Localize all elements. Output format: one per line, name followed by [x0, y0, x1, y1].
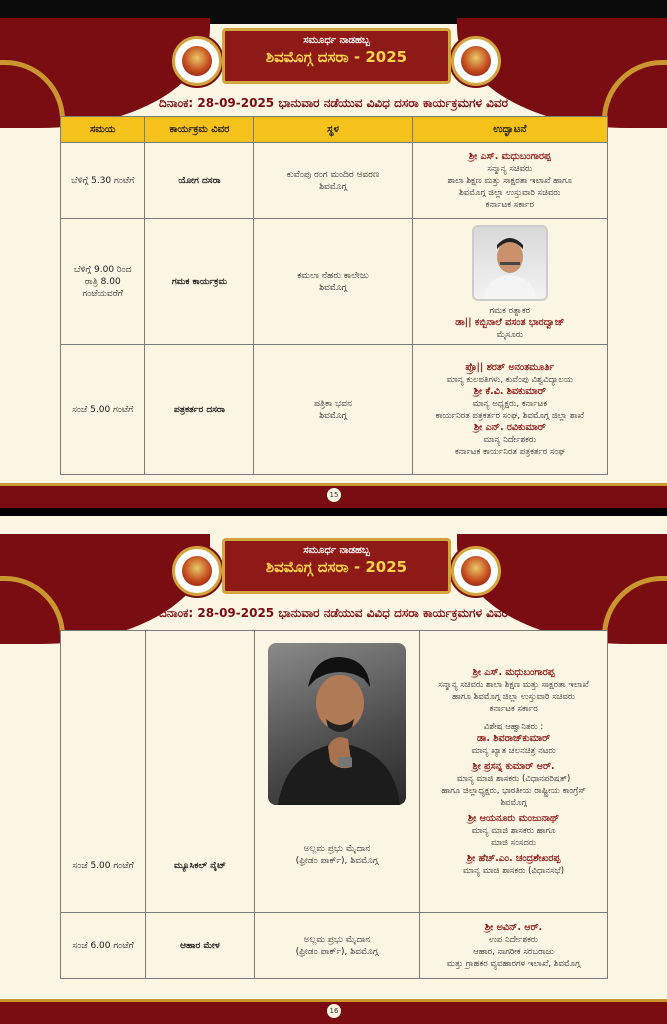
- venue-line: ಶಿವಮೊಗ್ಗ: [319, 410, 348, 421]
- time-line: ಬೆಳಿಗ್ಗೆ 9.00 ರಿಂದ: [74, 264, 132, 275]
- dasara-logo-icon: [451, 36, 501, 86]
- table-row: [61, 143, 608, 219]
- venue-line: (ಫ್ರೀಡಂ ಪಾರ್ಕ್), ಶಿವಮೊಗ್ಗ: [295, 856, 379, 866]
- date-heading: ದಿನಾಂಕ: 28-09-2025 ಭಾನುವಾರ ನಡೆಯುವ ವಿವಿಧ ದಸರಾ ಕಾರ್ಯಕ್ರಮಗಳ ವಿವರ: [159, 96, 508, 110]
- time-cell: ಸಂಜೆ 5.00 ಗಂಟೆಗೆ: [61, 631, 146, 913]
- time-cell: ಸಂಜೆ 6.00 ಗಂಟೆಗೆ: [61, 913, 146, 979]
- col-venue: ಸ್ಥಳ: [254, 117, 412, 143]
- program-cell: ಪತ್ರಕರ್ತರ ದಸರಾ: [145, 345, 254, 475]
- venue-cell: [254, 345, 412, 475]
- guest-name: ಶ್ರೀ ಆಯನೂರು ಮಂಜುನಾಥ್: [467, 812, 560, 824]
- title-banner: [222, 538, 451, 594]
- inauguration-cell: [412, 143, 607, 219]
- guest-name: ಶ್ರೀ ಎಸ್. ಮಧುಬಂಗಾರಪ್ಪ: [468, 150, 551, 162]
- page-number: 15: [327, 488, 341, 502]
- time-cell: [61, 219, 145, 345]
- person-silhouette-icon: [268, 643, 406, 805]
- inauguration-cell: [420, 913, 608, 979]
- program-cell: ಆಹಾರ ಮೇಳ: [146, 913, 255, 979]
- guest-name: ಶ್ರೀ ಎನ್. ರವಿಕುಮಾರ್: [473, 421, 546, 433]
- banner-subtitle: ಸಮೂರ್ಧ ನಾಡಹಬ್ಬ: [303, 35, 370, 46]
- table-row: [61, 345, 608, 475]
- guest-name: ಶ್ರೀ ಹೆಚ್.ಎಂ. ಚಂದ್ರಶೇಖರಪ್ಪ: [466, 852, 561, 864]
- time-line: ರಾತ್ರಿ 8.00: [84, 276, 121, 287]
- guest-name: ಡಾ. ಶಿವರಾಜ್‌ಕುಮಾರ್: [476, 732, 551, 744]
- guest-desc: ಮಾನ್ಯ ಅಧ್ಯಕ್ಷರು, ಕರ್ನಾಟಕ: [472, 398, 548, 409]
- time-cell: ಬೆಳಿಗ್ಗೆ 5.30 ಗಂಟೆಗೆ: [61, 143, 145, 219]
- venue-cell: [254, 631, 419, 913]
- dasara-logo-icon: [451, 546, 501, 596]
- page-15: [0, 0, 667, 508]
- inauguration-cell: [420, 631, 608, 913]
- guest-desc: ಶಿವಮೊಗ್ಗ ಜಿಲ್ಲಾ ಉಸ್ತುವಾರಿ ಸಚಿವರು: [459, 187, 561, 198]
- dasara-logo-icon: [172, 546, 222, 596]
- banner-title: ಶಿವಮೊಗ್ಗ ದಸರಾ - 2025: [265, 48, 408, 66]
- guest-portrait-photo: [268, 643, 406, 805]
- time-line: ಗಂಟೆಯವರೆಗೆ: [82, 288, 124, 299]
- page-footer: [0, 483, 667, 508]
- table-row: [61, 219, 608, 345]
- guest-name: ಶ್ರೀ ಎಸ್. ಮಧುಬಂಗಾರಪ್ಪ: [472, 666, 555, 678]
- guest-desc: ಆಹಾರ, ನಾಗರೀಕ ಸರಬರಾಜು: [473, 946, 555, 957]
- guest-desc: ಮಾಜಿ ಸಂಸದರು: [491, 837, 537, 848]
- banner-title: ಶಿವಮೊಗ್ಗ ದಸರಾ - 2025: [265, 558, 408, 576]
- guest-desc: ಮಾನ್ಯ ನಿರ್ದೇಶಕರು: [483, 434, 537, 445]
- venue-line: ಶಿವಮೊಗ್ಗ: [319, 282, 348, 293]
- guest-desc: ಕರ್ನಾಟಕ ಸರ್ಕಾರ: [489, 703, 538, 714]
- venue-line: ಕಮಲಾ ನೆಹರು ಕಾಲೇಜು: [297, 270, 369, 281]
- guest-place: ಮೈಸೂರು: [496, 329, 524, 340]
- banner-subtitle: ಸಮೂರ್ಧ ನಾಡಹಬ್ಬ: [303, 545, 370, 556]
- special-invitees-label: ವಿಶೇಷ ಆಹ್ವಾನಿತರು :: [483, 721, 544, 732]
- dasara-logo-icon: [172, 36, 222, 86]
- guest-name: ಡಾ|| ಕಬ್ಬಿನಾಲೆ ವಸಂತ ಭಾರದ್ವಾಜ್: [455, 316, 565, 328]
- table-row: [61, 913, 608, 979]
- col-program: ಕಾರ್ಯಕ್ರಮ ವಿವರ: [145, 117, 254, 143]
- guest-desc: ಶಿವಮೊಗ್ಗ: [500, 797, 527, 808]
- guest-name: ಶ್ರೀ ಅವಿನ್. ಆರ್.: [484, 921, 543, 933]
- guest-name: ಶ್ರೀ ಪ್ರಸನ್ನ ಕುಮಾರ್ ಆರ್.: [472, 760, 555, 772]
- page-number: 16: [327, 1004, 341, 1018]
- person-silhouette-icon: [480, 233, 540, 299]
- guest-desc: ಮಾನ್ಯ ಖ್ಯಾತ ಚಲನಚಿತ್ರ ನಟರು: [471, 745, 556, 756]
- inauguration-cell: [412, 345, 607, 475]
- program-cell: ಗಮಕ ಕಾರ್ಯಕ್ರಮ: [145, 219, 254, 345]
- guest-desc: ಮಾನ್ಯ ಕುಲಪತಿಗಳು, ಕುವೆಂಪು ವಿಶ್ವವಿದ್ಯಾಲಯ: [446, 374, 573, 385]
- venue-line: ಪತ್ರಿಕಾ ಭವನ: [314, 398, 353, 409]
- program-cell: ಯೋಗ ದಸರಾ: [145, 143, 254, 219]
- inauguration-cell: [412, 219, 607, 345]
- venue-cell: [254, 143, 412, 219]
- guest-desc: ಮಾನ್ಯ ಮಾಜಿ ಶಾಸಕರು ಹಾಗೂ: [471, 825, 556, 836]
- guest-desc: ಸನ್ಮಾನ್ಯ ಸಚಿವರು: [487, 163, 533, 174]
- venue-line: (ಫ್ರೀಡಂ ಪಾರ್ಕ್), ಶಿವಮೊಗ್ಗ: [295, 946, 379, 957]
- table-header-row: [61, 117, 608, 143]
- guest-desc: ಸನ್ಮಾನ್ಯ ಸಚಿವರು ಶಾಲಾ ಶಿಕ್ಷಣ ಮತ್ತು ಸಾಕ್ಷರತಾ ಇಲಾಖೆ: [438, 679, 589, 690]
- guest-portrait-photo: [472, 225, 548, 301]
- time-cell: ಸಂಜೆ 5.00 ಗಂಟೆಗೆ: [61, 345, 145, 475]
- program-cell: ಮ್ಯೂಸಿಕಲ್ ನೈಟ್: [146, 631, 255, 913]
- guest-desc: ಶಾಲಾ ಶಿಕ್ಷಣ ಮತ್ತು ಸಾಕ್ಷರತಾ ಇಲಾಖೆ ಹಾಗೂ: [447, 175, 573, 186]
- venue-line: ಶಿವಮೊಗ್ಗ: [319, 181, 348, 192]
- date-heading: ದಿನಾಂಕ: 28-09-2025 ಭಾನುವಾರ ನಡೆಯುವ ವಿವಿಧ ದಸರಾ ಕಾರ್ಯಕ್ರಮಗಳ ವಿವರ: [159, 606, 508, 620]
- guest-desc: ಹಾಗೂ ಜಿಲ್ಲಾಧ್ಯಕ್ಷರು, ಭಾರತೀಯ ರಾಷ್ಟ್ರೀಯ ಕಾಂಗ್ರೆಸ್: [441, 785, 586, 796]
- guest-desc: ಕರ್ನಾಟಕ ಕಾರ್ಯನಿರತ ಪತ್ರಕರ್ತರ ಸಂಘ: [454, 446, 565, 457]
- venue-line: ಕುವೆಂಪು ರಂಗ ಮಂದಿರ ಆವರಣ: [286, 169, 380, 180]
- schedule-table: [60, 630, 608, 979]
- venue-line: ಅಲ್ಲಮ ಪ್ರಭು ಮೈದಾನ: [303, 934, 371, 945]
- col-time: ಸಮಯ: [61, 117, 145, 143]
- page-16: [0, 516, 667, 1024]
- guest-desc: ಕರ್ನಾಟಕ ಸರ್ಕಾರ: [485, 199, 534, 210]
- title-banner: [222, 28, 451, 84]
- guest-role: ಗಮಕ ರತ್ನಾಕರ: [489, 305, 531, 316]
- venue-cell: [254, 913, 419, 979]
- col-inauguration: ಉದ್ಘಾಟನೆ: [412, 117, 607, 143]
- guest-desc: ಕಾರ್ಯನಿರತ ಪತ್ರಕರ್ತರ ಸಂಘ, ಶಿವಮೊಗ್ಗ ಜಿಲ್ಲಾ ಶಾಖೆ: [435, 410, 584, 421]
- page-footer: [0, 999, 667, 1024]
- guest-desc: ಮತ್ತು ಗ್ರಾಹಕರ ವ್ಯವಹಾರಗಳ ಇಲಾಖೆ, ಶಿವಮೊಗ್ಗ: [446, 958, 581, 969]
- venue-line: ಅಲ್ಲಮ ಪ್ರಭು ಮೈದಾನ: [303, 844, 371, 854]
- guest-name: ಶ್ರೀ ಕೆ.ವಿ. ಶಿವಕುಮಾರ್: [473, 385, 546, 397]
- table-row: [61, 631, 608, 913]
- guest-desc: ಮಾನ್ಯ ಮಾಜಿ ಶಾಸಕರು (ವಿಧಾನಪರಿಷತ್): [456, 773, 571, 784]
- guest-desc: ಉಪ ನಿರ್ದೇಶಕರು: [489, 934, 539, 945]
- guest-desc: ಮಾನ್ಯ ಮಾಜಿ ಶಾಸಕರು (ವಿಧಾನಸಭೆ): [463, 865, 565, 876]
- guest-desc: ಹಾಗೂ ಶಿವಮೊಗ್ಗ ಜಿಲ್ಲಾ ಉಸ್ತುವಾರಿ ಸಚಿವರು: [452, 691, 576, 702]
- venue-cell: [254, 219, 412, 345]
- schedule-table: [60, 116, 608, 475]
- guest-name: ಪ್ರೊ|| ಶರತ್ ಅನಂತಮೂರ್ತಿ: [465, 361, 555, 373]
